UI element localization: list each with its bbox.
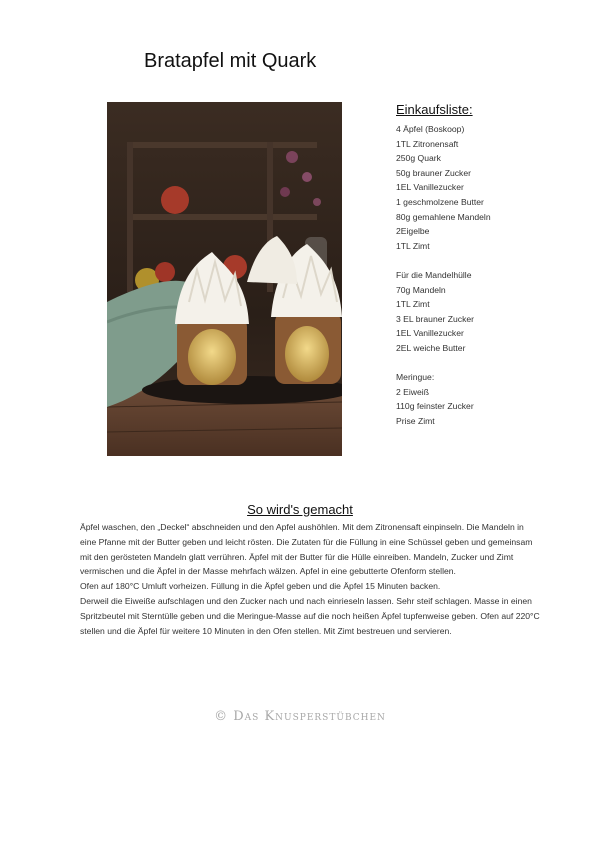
ingredient-item: 50g brauner Zucker <box>396 167 471 178</box>
ingredient-item: Prise Zimt <box>396 415 435 426</box>
recipe-photo <box>107 102 342 456</box>
ingredient-item: 1EL Vanillezucker <box>396 328 464 339</box>
ingredient-item: 70g Mandeln <box>396 284 446 295</box>
ingredient-group-almond-coating <box>396 268 586 356</box>
shopping-list <box>396 102 586 428</box>
shopping-list-heading: Einkaufsliste: <box>396 102 473 117</box>
ingredient-item: 250g Quark <box>396 153 441 164</box>
recipe-title: Bratapfel mit Quark <box>144 50 317 72</box>
ingredient-item: 4 Äpfel (Boskoop) <box>396 124 465 134</box>
copyright-footer: © Das Knusperstübchen <box>214 709 386 724</box>
ingredient-group-meringue <box>396 370 586 428</box>
ingredient-group-heading: Für die Mandelhülle <box>396 269 472 280</box>
method-paragraph: Äpfel waschen, den „Deckel“ abschneiden und den Apfel aushöhlen. Mit dem Zitronensaft einpinseln. Die Mandeln in eine Pfanne mit der Butter geben und leicht rösten. Die Zutaten für die Füllung in eine Schüssel geben und gemeinsam mit den gerösteten Mandeln glatt verrühren. Äpfel mit der Butter für die Hülle einreiben. Mandeln, Zucker und Zimt vermischen und die Äpfel in der Masse mehrfach wälzen. Apfel in eine gebutterte Ofenform stellen. <box>80 522 533 577</box>
ingredient-item: 110g feinster Zucker <box>396 401 474 412</box>
method-heading: So wird's gemacht <box>247 502 353 517</box>
method-paragraph: Derweil die Eiweiße aufschlagen und den Zucker nach und nach einrieseln lassen. Sehr steif schlagen. Masse in einen Spritzbeutel mit Sterntülle geben und die Meringue-Masse auf die noch heißen Äpfel tupfenweise geben. Ofen auf 220°C stellen und die Äpfel für weitere 10 Minuten in den Ofen stellen. Mit Zimt bestreuen und servieren. <box>80 595 540 636</box>
ingredient-item: 2Eigelbe <box>396 226 430 237</box>
ingredient-item: 1TL Zimt <box>396 299 430 310</box>
method-paragraph: Ofen auf 180°C Umluft vorheizen. Füllung in die Äpfel geben und die Äpfel 15 Minuten backen. <box>80 581 441 592</box>
ingredient-item: 1 geschmolzene Butter <box>396 196 484 207</box>
ingredient-item: 1EL Vanillezucker <box>396 182 464 193</box>
ingredient-item: 80g gemahlene Mandeln <box>396 211 491 222</box>
ingredient-item: 3 EL brauner Zucker <box>396 313 475 324</box>
ingredient-item: 1TL Zitronensaft <box>396 138 459 149</box>
ingredient-item: 1TL Zimt <box>396 240 430 251</box>
ingredient-item: 2 Eiweiß <box>396 386 429 397</box>
method-text <box>80 520 540 638</box>
ingredient-item: 2EL weiche Butter <box>396 342 466 353</box>
ingredient-group-main <box>396 122 586 253</box>
ingredient-group-heading: Meringue: <box>396 372 435 383</box>
